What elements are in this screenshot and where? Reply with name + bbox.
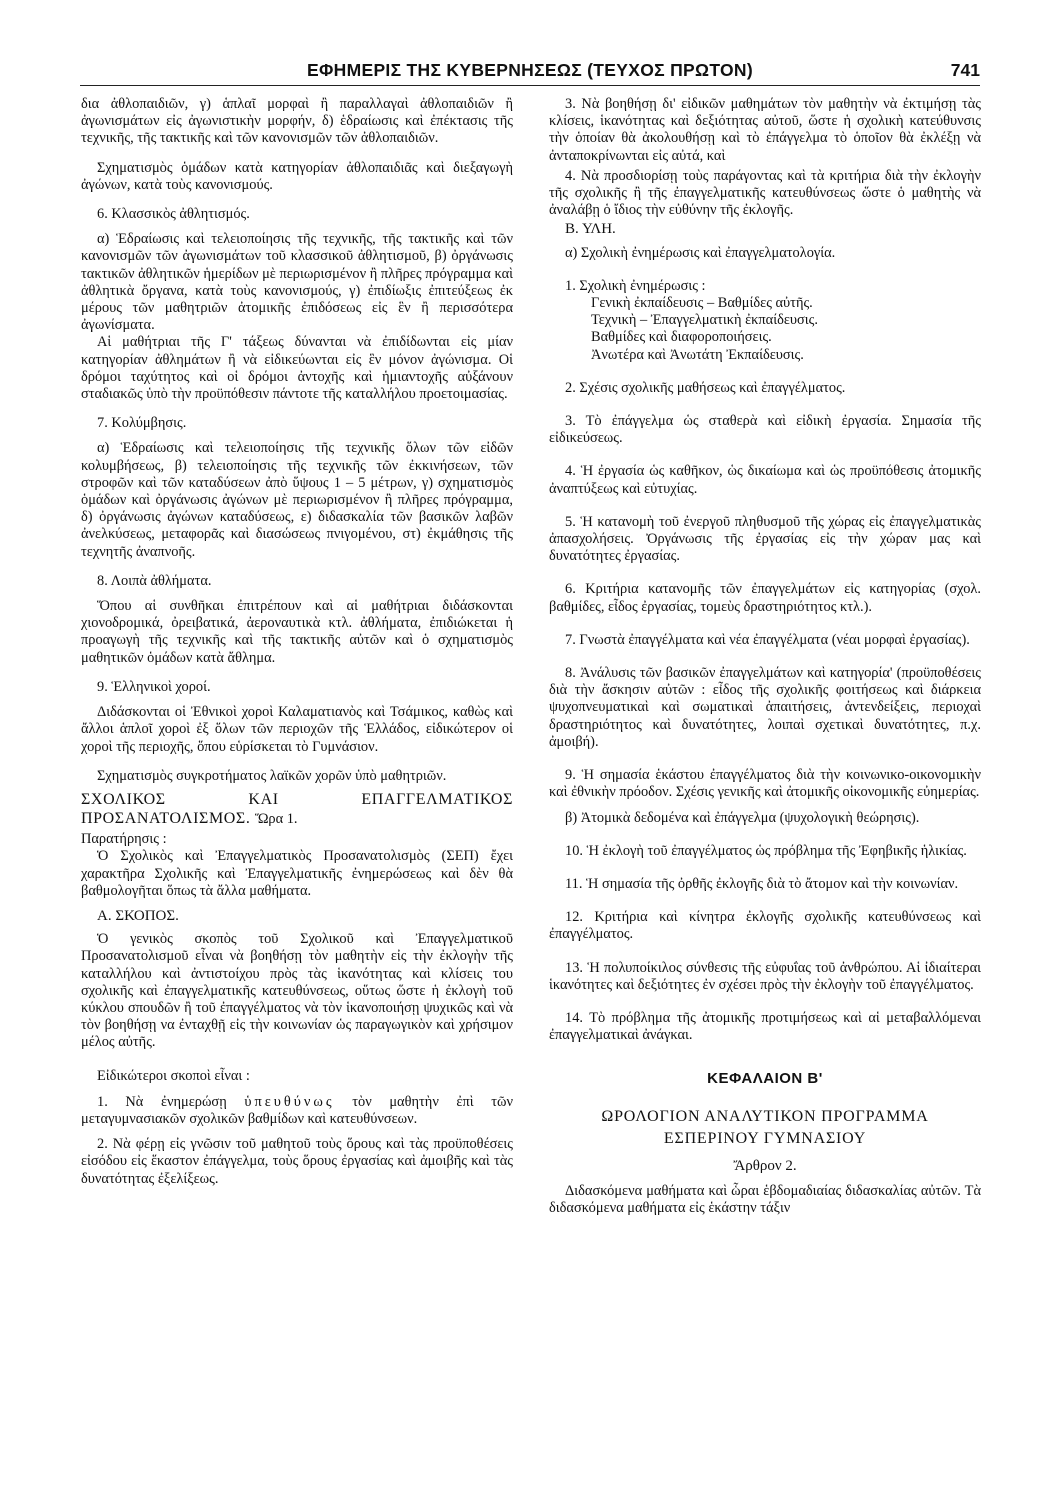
material-item-6: 6. Κριτήρια κατανομῆς τῶν ἐπαγγελμάτων εἰς κατηγορίας (σχολ. βαθμίδες, εἶδος ἐργασίας, τομεὺς δραστηριότητος κτλ.). (549, 581, 981, 615)
remark-text: Ὁ Σχολικὸς καὶ Ἐπαγγελματικὸς Προσανατολισμὸς (ΣΕΠ) ἔχει χαρακτῆρα Σχολικῆς καὶ Ἐπαγγελματικῆς ἐνημερώσεως καὶ δὲν θὰ βαθμολογῆται ὅπως τὰ ἄλλα μαθήματα. (81, 848, 513, 899)
material-item-1-line: Βαθμίδες καὶ διαφοροποιήσεις. (591, 329, 772, 346)
material-item-2: 2. Σχέσις σχολικῆς μαθήσεως καὶ ἐπαγγέλματος. (565, 379, 846, 396)
purpose-item-1-emphasis: ὑπευθύνως (244, 1093, 335, 1110)
program-title-line-2: ΕΣΠΕΡΙΝΟΥ ΓΥΜΝΑΣΙΟΥ (663, 1129, 867, 1147)
subsection-a-heading: α) Σχολικὴ ἐνημέρωσις καὶ ἐπαγγελματολογία. (565, 244, 836, 261)
material-heading: Β. ΥΛΗ. (565, 221, 616, 238)
section-heading-swimming: 7. Κολύμβησις. (97, 415, 187, 432)
paragraph: Διδάσκονται οἱ Ἐθνικοὶ χοροὶ Καλαματιανὸς καὶ Τσάμικος, καθὼς καὶ ἄλλοι ἁπλοῖ χοροὶ ἐξ ὅλων τῶν περιοχῶν τῆς Ἑλλάδος, εἰδικώτερον οἱ χοροὶ τῆς περιοχῆς, ὅπου εὑρίσκεται τὸ Γυμνάσιον. (81, 704, 513, 755)
program-title (549, 1106, 981, 1150)
material-item-4: 4. Ἡ ἐργασία ὡς καθῆκον, ὡς δικαίωμα καὶ ὡς προϋπόθεσις ἀτομικῆς ἀναπτύξεως καὶ εὐτυχίας. (549, 463, 981, 497)
sep-hour: Ὥρα 1. (255, 810, 298, 827)
purpose-item-2: 2. Νὰ φέρῃ εἰς γνῶσιν τοῦ μαθητοῦ τοὺς ὅρους καὶ τὰς προϋποθέσεις εἰσόδου εἰς ἕκαστον ἐπάγγελμα, τοὺς ὅρους ἐργασίας καὶ ἀμοιβῆς καὶ τὰς δυνατότητας ἐξελίξεως. (81, 1136, 513, 1187)
paragraph: α) Ἑδραίωσις καὶ τελειοποίησις τῆς τεχνικῆς ὅλων τῶν εἰδῶν κολυμβήσεως, β) τελειοποίησις τῆς τεχνικῆς τῶν ἐκκινήσεων, τῶν στροφῶν καὶ τῶν καταδύσεων ἀπὸ ὕψους 1 – 5 μέτρων, γ) σχηματισμὸς ὁμάδων καὶ ὀργάνωσις ἀγώνων μὲ περιωρισμένον ἢ πλῆρες πρόγραμμα, δ) ὀργάνωσις ἀγώνων καταδύσεως, ε) διδασκαλία τῶν βασικῶν λαβῶν ἀνελκύσεως, μεταφορᾶς καὶ διασώσεως πνιγομένου, στ) ἐκμάθησις τῆς τεχνητῆς ἀναπνοῆς. (81, 440, 513, 560)
material-item-12: 12. Κριτήρια καὶ κίνητρα ἐκλογῆς σχολικῆς κατευθύνσεως καὶ ἐπαγγέλματος. (549, 909, 981, 943)
specific-purposes-label: Εἰδικώτεροι σκοποὶ εἶναι : (97, 1067, 250, 1084)
section-heading-other-sports: 8. Λοιπὰ ἀθλήματα. (97, 572, 212, 589)
material-item-10: 10. Ἡ ἐκλογὴ τοῦ ἐπαγγέλματος ὡς πρόβλημα τῆς Ἐφηβικῆς ἡλικίας. (565, 842, 967, 859)
material-item-1-line: Γενικὴ ἐκπαίδευσις – Βαθμίδες αὐτῆς. (591, 295, 813, 312)
page-number: 741 (950, 60, 980, 80)
purpose-item-1-end: τὸν μαθητὴν ἐπὶ τῶν μεταγυμνασιακῶν σχολικῶν βαθμίδων καὶ κατευθύνσεων. (81, 1093, 513, 1127)
material-item-11: 11. Ἡ σημασία τῆς ὀρθῆς ἐκλογῆς διὰ τὸ ἄτομον καὶ τὴν κοινωνίαν. (565, 875, 959, 892)
material-item-9: 9. Ἡ σημασία ἑκάστου ἐπαγγέλματος διὰ τὴν κοινωνικο-οικονομικὴν καὶ ἐθνικὴν πρόοδον. Σχέσις γενικῆς καὶ ἀτομικῆς οἰκονομικῆς εὐημερίας. (549, 767, 981, 801)
section-heading-sep (81, 791, 513, 828)
page-header (80, 58, 980, 84)
paragraph: Ὅπου αἱ συνθῆκαι ἐπιτρέπουν καὶ αἱ μαθήτριαι διδάσκονται χιονοδρομικά, ὀρειβατικά, ἀεροναυτικὰ κτλ. ἀθλήματα, ἐπιδιώκεται ἡ προαγωγὴ τῆς τεχνικῆς καὶ τῆς τακτικῆς αὐτῶν καὶ ὁ σχηματισμὸς μαθητικῶν ὁμάδων κατὰ ἄθλημα. (81, 598, 513, 666)
purpose-item-1-start: 1. Νὰ ἐνημερώσῃ (97, 1093, 227, 1110)
paragraph: Ὁ γενικὸς σκοπὸς τοῦ Σχολικοῦ καὶ Ἐπαγγελματικοῦ Προσανατολισμοῦ εἶναι νὰ βοηθήσῃ τὸν μαθητὴν εἰς τὴν ἐκλογὴν τῆς καταλλήλου καὶ ἀντιστοίχου πρὸς τὰς ἱκανότητας καὶ κλίσεις του σχολικῆς καὶ ἐπαγγελματικῆς κατευθύνσεως, οὕτως ὥστε ἡ ἐκλογὴ τοῦ κύκλου σπουδῶν ἢ τοῦ ἐπαγγέλματος νὰ τὸν ἱκανοποιήσῃ ψυχικῶς καὶ νὰ τὸν βοηθήσῃ να ἐνταχθῇ εἰς τὴν κοινωνίαν ὡς παραγωγικὸν καὶ χρήσιμον μέλος αὐτῆς. (81, 931, 513, 1051)
material-item-8: 8. Ἀνάλυσις τῶν βασικῶν ἐπαγγελμάτων καὶ κατηγορία' (προϋποθέσεις διὰ τὴν ἄσκησιν αὐτῶν : εἶδος τῆς σχολικῆς φοιτήσεως καὶ διάρκεια ψυχοπνευματικαὶ καὶ σωματικαὶ ἀπαιτήσεις, ἀντενδείξεις, περιοχαὶ δραστηριότητος καὶ δυνατότητες, λοιπαὶ σχετικαὶ δυνατότητες, π.χ. ἀμοιβή). (549, 665, 981, 750)
material-item-3: 3. Τὸ ἐπάγγελμα ὡς σταθερὰ καὶ εἰδικὴ ἐργασία. Σημασία τῆς εἰδικεύσεως. (549, 413, 981, 447)
purpose-item-3: 3. Νὰ βοηθήσῃ δι' εἰδικῶν μαθημάτων τὸν μαθητὴν νὰ ἐκτιμήσῃ τὰς κλίσεις, ἱκανότητας καὶ δεξιότητας αὐτοῦ, ὥστε ἡ σχολικὴ κατεύθυνσις τὴν ὁποίαν θὰ ἀκολουθήσῃ καὶ τὸ ἐπάγγελμα τὸ ὁποῖον θὰ ἐκλέξῃ νὰ ἀνταποκρίνωνται εἰς αὐτά, καὶ (549, 96, 981, 164)
program-title-line-1: ΩΡΟΛΟΓΙΟΝ ΑΝΑΛΥΤΙΚΟΝ ΠΡΟΓΡΑΜΜΑ (601, 1107, 929, 1125)
material-item-1-line: Τεχνικὴ – Ἐπαγγελματικὴ ἐκπαίδευσις. (591, 312, 818, 329)
article-heading: Ἄρθρον 2. (733, 1157, 797, 1174)
purpose-item-1 (81, 1094, 513, 1128)
article-text: Διδασκόμενα μαθήματα καὶ ὧραι ἑβδομαδιαίας διδασκαλίας αὐτῶν. Τὰ διδασκόμενα μαθήματα εἰς ἑκάστην τάξιν (549, 1182, 981, 1216)
material-item-7: 7. Γνωστὰ ἐπαγγέλματα καὶ νέα ἐπαγγέλματα (νέαι μορφαὶ ἐργασίας). (565, 631, 970, 648)
paragraph: Σχηματισμὸς συγκροτήματος λαϊκῶν χορῶν ὑπὸ μαθητριῶν. (97, 767, 447, 784)
remark-label: Παρατήρησις : (81, 831, 167, 848)
paragraph: δια ἀθλοπαιδιῶν, γ) ἁπλαῖ μορφαὶ ἢ παραλλαγαὶ ἀθλοπαιδιῶν ἢ ἀγωνισμάτων εἰς ἀγωνιστικὴν μορφήν, δ) ἑδραίωσις καὶ ἐπέκτασις τῆς τεχνικῆς, τῆς τακτικῆς καὶ τῶν κανονισμῶν τῶν ἀθλοπαιδιῶν. (81, 96, 513, 147)
section-heading-greek-dances: 9. Ἑλληνικοὶ χοροί. (97, 678, 211, 695)
material-item-14: 14. Τὸ πρόβλημα τῆς ἀτομικῆς προτιμήσεως καὶ αἱ μεταβαλλόμεναι ἐπαγγελματικαὶ ἀνάγκαι. (549, 1009, 981, 1044)
right-column (549, 96, 981, 1217)
chapter-heading: ΚΕΦΑΛΑΙΟΝ Β' (707, 1070, 823, 1088)
paragraph: α) Ἑδραίωσις καὶ τελειοποίησις τῆς τεχνικῆς, τῆς τακτικῆς καὶ τῶν κανονισμῶν τῶν ἀγωνισμάτων τοῦ κλασσικοῦ ἀθλητισμοῦ, β) ὀργάνωσις τακτικῶν ἀθλητικῶν ἡμερίδων μὲ περιωρισμένον ἢ πλῆρες πρόγραμμα καὶ ἀθλητικὰ ὄργανα, κατὰ τοὺς κανονισμούς, γ) ἐπιδίωξις ἐπιτεύξεως ἐκ μέρους τῶν μαθητριῶν ἀτομικῆς ἐπιδόσεως εἰς ἓν ἢ περισσότερα ἀγωνίσματα. (81, 231, 513, 334)
material-item-13: 13. Ἡ πολυποίκιλος σύνθεσις τῆς εὐφυΐας τοῦ ἀνθρώπου. Αἱ ἰδιαίτεραι ἱκανότητες καὶ δεξιότητες ἐν σχέσει πρὸς τὴν ἐκλογὴν τοῦ ἐπαγγέλματος. (549, 959, 981, 993)
purpose-heading: Α. ΣΚΟΠΟΣ. (97, 907, 179, 924)
material-item-1-line: Ἀνωτέρα καὶ Ἀνωτάτη Ἐκπαίδευσις. (591, 346, 804, 363)
left-column (81, 96, 513, 1188)
paragraph: Σχηματισμὸς ὁμάδων κατὰ κατηγορίαν ἀθλοπαιδιᾶς καὶ διεξαγωγὴ ἀγώνων, κατὰ τοὺς κανονισμούς. (81, 159, 513, 193)
material-item-1: 1. Σχολικὴ ἐνημέρωσις : (565, 277, 706, 294)
paragraph: Αἱ μαθήτριαι τῆς Γ' τάξεως δύνανται νὰ ἐπιδίδωνται εἰς μίαν κατηγορίαν ἀθλημάτων ἢ νὰ εἰδικεύωνται εἰς ἓν μόνον ἀγώνισμα. Οἱ δρόμοι ταχύτητος καὶ οἱ δρόμοι ἀντοχῆς καὶ ἡμιαντοχῆς αὐξάνουν σταδιακῶς ὑπὸ τὴν προϋπόθεσιν πάντοτε τῆς καταλλήλου προετοιμασίας. (81, 334, 513, 403)
header-rule (80, 85, 980, 86)
header-title: ΕΦΗΜΕΡΙΣ ΤΗΣ ΚΥΒΕΡΝΗΣΕΩΣ (ΤΕΥΧΟΣ ΠΡΩΤΟΝ) (307, 60, 753, 80)
sep-heading-text: ΣΧΟΛΙΚΟΣ ΚΑΙ ΕΠΑΓΓΕΛΜΑΤΙΚΟΣ ΠΡΟΣΑΝΑΤΟΛΙΣΜΟΣ. (81, 790, 513, 827)
material-item-5: 5. Ἡ κατανομὴ τοῦ ἐνεργοῦ πληθυσμοῦ τῆς χώρας εἰς ἐπαγγελματικὰς ἀπασχολήσεις. Ὀργάνωσις τῆς ἐργασίας εἰς τὴν χώραν μας καὶ δυνατότητες ἐργασίας. (549, 513, 981, 565)
purpose-item-4: 4. Νὰ προσδιορίσῃ τοὺς παράγοντας καὶ τὰ κριτήρια διὰ τὴν ἐκλογὴν τῆς σχολικῆς ἢ τῆς ἐπαγγελματικῆς κατευθύνσεως ὥστε ὁ μαθητὴς νὰ ἀναλάβῃ ὁ ἴδιος τὴν εὐθύνην τῆς ἐκλογῆς. (549, 167, 981, 219)
subsection-b-heading: β) Ἀτομικὰ δεδομένα καὶ ἐπάγγελμα (ψυχολογικὴ θεώρησις). (565, 809, 920, 826)
section-heading-classic-athletics: 6. Κλασσικὸς ἀθλητισμός. (97, 206, 250, 223)
